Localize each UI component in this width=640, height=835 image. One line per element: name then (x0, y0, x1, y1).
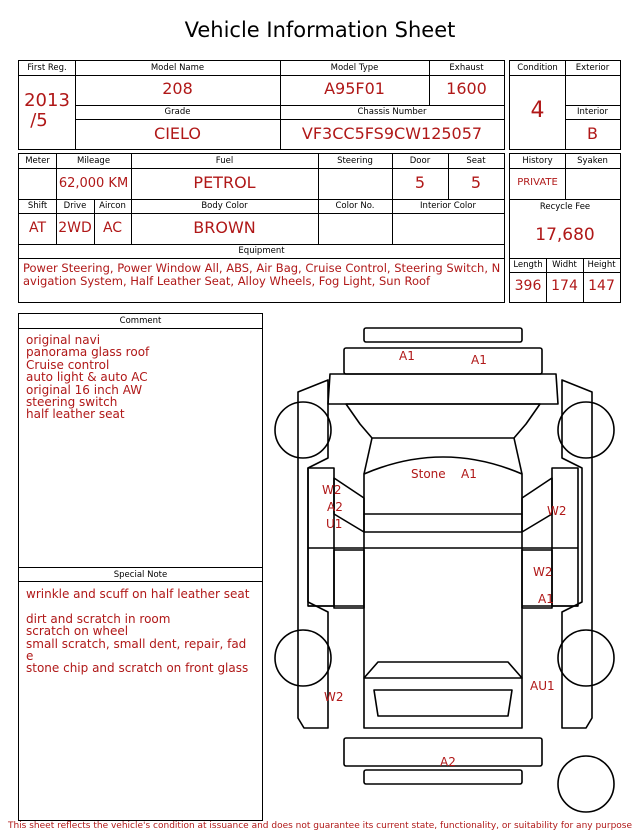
aircon-value: AC (102, 220, 123, 236)
damage-mark: W2 (533, 565, 553, 579)
drive-label: Drive (63, 201, 87, 211)
disclaimer-footer: This sheet reflects the vehicle's condition at issuance and does not guarantee its current state, functionality, or suitability for any purpose (7, 821, 633, 831)
interior-color-label: Interior Color (420, 201, 476, 211)
model-name-label: Model Name (150, 63, 205, 73)
damage-mark: A1 (471, 353, 487, 367)
shift-label: Shift (27, 201, 48, 211)
meter-label: Meter (25, 156, 50, 166)
comment-line: original navi (26, 333, 101, 347)
width-label: Widht (552, 260, 577, 270)
body-color-value: BROWN (193, 218, 256, 237)
comment-line: Cruise control (26, 357, 110, 372)
comment-box (18, 313, 263, 821)
history-label: History (522, 156, 553, 166)
exterior-label: Exterior (575, 63, 610, 73)
model-type-value: A95F01 (324, 79, 385, 98)
shift-value: AT (28, 220, 47, 236)
syaken-label: Syaken (577, 156, 608, 166)
comment-label: Comment (119, 316, 162, 326)
fuel-label: Fuel (215, 156, 234, 166)
damage-mark: A2 (327, 500, 343, 514)
grade-value: CIELO (154, 124, 201, 143)
comment-line: half leather seat (26, 407, 125, 422)
special-note-line: dirt and scratch in room (26, 611, 171, 626)
first-reg-label: First Reg. (27, 63, 67, 73)
damage-mark: A2 (440, 755, 456, 769)
model-type-label: Model Type (330, 63, 379, 73)
door-value: 5 (414, 173, 426, 192)
model-name-value: 208 (162, 79, 193, 98)
history-table (509, 153, 621, 303)
recycle-fee-label: Recycle Fee (539, 202, 591, 212)
chassis-number-label: Chassis Number (357, 107, 427, 117)
damage-mark: A1 (461, 467, 477, 481)
special-note-list (26, 588, 258, 675)
special-note-line: stone chip and scratch on front glass (26, 661, 249, 676)
first-reg-month: /5 (30, 110, 48, 131)
grade-label: Grade (164, 107, 191, 117)
damage-mark: Stone (411, 467, 446, 481)
exhaust-label: Exhaust (449, 63, 484, 73)
special-note-line: wrinkle and scuff on half leather seat (26, 587, 250, 601)
comment-line: steering switch (26, 395, 118, 410)
damage-mark: A1 (538, 592, 554, 606)
length-label: Length (513, 260, 543, 270)
vehicle-info-table (18, 60, 505, 150)
damage-mark: W2 (547, 504, 567, 518)
page-title: Vehicle Information Sheet (184, 18, 456, 42)
first-reg-year: 2013 (24, 90, 70, 111)
exhaust-value: 1600 (446, 79, 487, 98)
special-note-line: e (26, 649, 34, 664)
length-value: 396 (514, 278, 542, 294)
special-note-line: scratch on wheel (26, 624, 129, 639)
height-value: 147 (588, 278, 615, 294)
mileage-label: Mileage (76, 156, 111, 166)
aircon-label: Aircon (99, 201, 126, 211)
fuel-value: PETROL (193, 173, 256, 192)
special-note-line (26, 600, 258, 612)
color-no-label: Color No. (335, 201, 375, 211)
condition-table (509, 60, 621, 150)
damage-mark: AU1 (530, 679, 555, 693)
damage-mark: W2 (322, 483, 342, 497)
chassis-number-value: VF3CC5FS9CW125057 (301, 124, 483, 143)
history-value: PRIVATE (517, 177, 558, 188)
equipment-text: Power Steering, Power Window All, ABS, Air Bag, Cruise Control, Steering Switch, Navigation System, Half Leather Seat, Alloy Wheels, Fog Light, Sun Roof (23, 261, 501, 288)
seat-label: Seat (466, 156, 486, 166)
interior-label: Interior (576, 107, 608, 117)
specs-table (18, 153, 505, 303)
drive-value: 2WD (58, 220, 92, 236)
equipment-label: Equipment (238, 246, 285, 256)
width-value: 174 (551, 278, 578, 294)
car-damage-diagram (268, 318, 624, 818)
damage-mark: W2 (324, 690, 344, 704)
seat-value: 5 (470, 173, 482, 192)
comment-line: auto light & auto AC (26, 370, 148, 385)
body-color-label: Body Color (201, 201, 248, 211)
door-label: Door (409, 156, 431, 166)
height-label: Height (587, 260, 616, 270)
comment-line: panorama glass roof (26, 345, 150, 360)
condition-label: Condition (517, 63, 558, 73)
damage-mark: A1 (399, 349, 415, 363)
steering-label: Steering (337, 156, 373, 166)
recycle-fee-value: 17,680 (535, 225, 595, 245)
interior-value: B (587, 124, 598, 143)
mileage-value: 62,000 KM (58, 176, 129, 191)
condition-value: 4 (530, 98, 545, 123)
damage-mark: U1 (326, 517, 343, 531)
comment-list (26, 334, 258, 421)
comment-line: original 16 inch AW (26, 382, 143, 397)
special-note-line: small scratch, small dent, repair, fad (26, 636, 247, 651)
special-note-label: Special Note (113, 570, 168, 580)
